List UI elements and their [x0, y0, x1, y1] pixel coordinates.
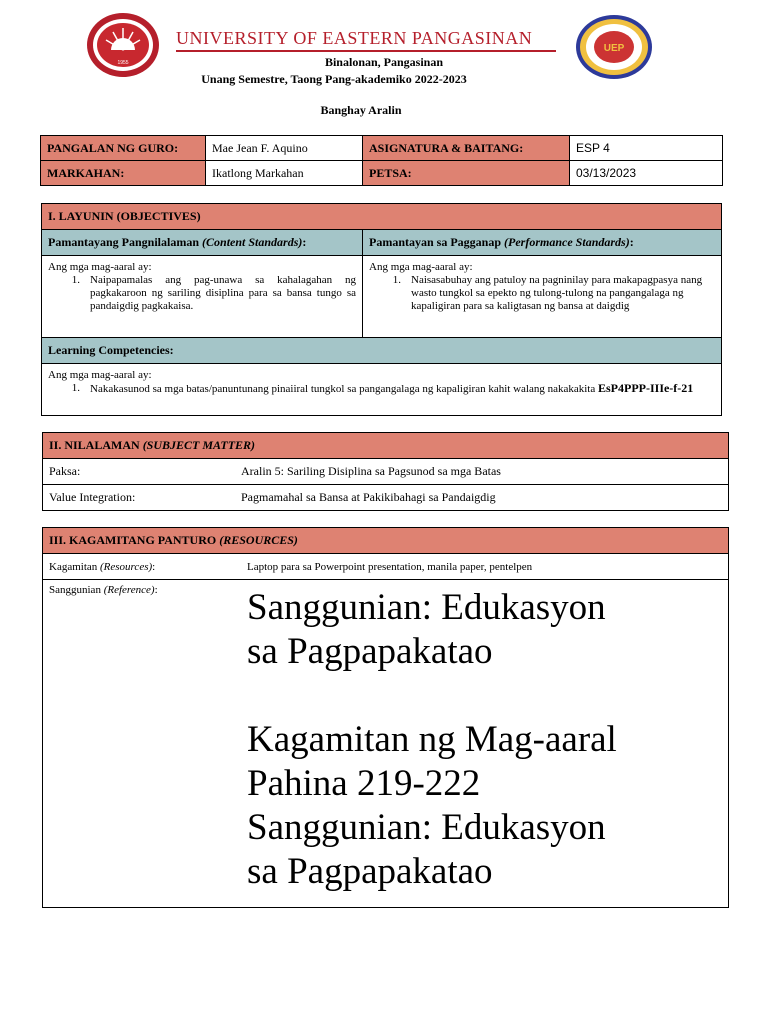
value-integration-value: Pagmamahal sa Bansa at Pakikibahagi sa Pandaigdig [235, 485, 729, 511]
asignatura-label: ASIGNATURA & BAITANG: [363, 136, 570, 161]
kagamitan-label: Kagamitan (Resources): [43, 554, 242, 580]
content-standard-text: Naipapamalas ang pag-unawa sa kahalagahan ng pagkakaroon ng sariling disiplina para sa bansa tungo sa pandaigdig pagkakaisa. [90, 274, 356, 312]
competency-code: EsP4PPP-IIIe-f-21 [597, 381, 694, 395]
reference-line: Sanggunian: Edukasyon [247, 807, 606, 848]
competencies-cell [42, 364, 722, 416]
reference-cell [241, 580, 729, 908]
right-logo-text: UEP [603, 43, 625, 54]
semester: Unang Semestre, Taong Pang-akademiko 2022-2023 [201, 72, 467, 86]
subject-matter-header: II. NILALAMAN (SUBJECT MATTER) [43, 433, 729, 459]
reference-line: Pahina 219-222 [247, 763, 481, 804]
content-standards-cell [42, 256, 363, 338]
markahan-label: MARKAHAN: [41, 161, 206, 186]
kagamitan-value: Laptop para sa Powerpoint presentation, manila paper, pentelpen [241, 554, 729, 580]
subject-matter-table [42, 432, 729, 511]
markahan-value: Ikatlong Markahan [206, 161, 363, 186]
sanggunian-label: Sanggunian (Reference): [43, 580, 242, 908]
right-logo [574, 14, 654, 80]
resources-table [42, 527, 729, 908]
performance-standards-cell [363, 256, 722, 338]
comp-intro: Ang mga mag-aaral ay: [48, 369, 152, 381]
objectives-table [41, 203, 722, 416]
petsa-value: 03/13/2023 [570, 161, 723, 186]
list-number: 1. [71, 382, 80, 394]
petsa-label: PETSA: [363, 161, 570, 186]
seal-year: 1955 [117, 60, 129, 66]
list-number: 1. [392, 274, 401, 286]
doc-title: Banghay Aralin [320, 103, 402, 117]
resources-header: III. KAGAMITANG PANTURO (RESOURCES) [43, 528, 729, 554]
reference-line: sa Pagpapakatao [247, 851, 493, 892]
list-item [369, 274, 715, 313]
paksa-label: Paksa: [43, 459, 236, 485]
info-table [40, 135, 723, 186]
header-underline [176, 50, 556, 52]
reference-line: Kagamitan ng Mag-aaral [247, 719, 617, 760]
competencies-header: Learning Competencies: [42, 338, 722, 364]
perf-intro: Ang mga mag-aaral ay: [369, 261, 473, 273]
performance-standards-header: Pamantayan sa Pagganap (Performance Standards): [363, 230, 722, 256]
college-seal-icon [574, 14, 654, 80]
value-integration-label: Value Integration: [43, 485, 236, 511]
reference-spacer [247, 674, 722, 718]
performance-standard-text: Naisasabuhay ang patuloy na pagninilay para makapagpasya nang wasto tungkol sa epekto ng tulong-tulong na pangangalaga ng kapaligiran para sa kaligtasan ng bansa at daigdig [411, 274, 703, 312]
competency-text: Nakakasunod sa mga batas/panuntunang pinaiiral tungkol sa pangangalaga ng kapaligiran kahit walang nakakakita EsP4PPP-IIIe-f-21 [90, 381, 694, 395]
paksa-value: Aralin 5: Sariling Disiplina sa Pagsunod sa mga Batas [235, 459, 729, 485]
content-standards-header: Pamantayang Pangnilalaman (Content Standards): [42, 230, 363, 256]
list-item [48, 382, 715, 396]
location: Binalonan, Pangasinan [324, 55, 444, 69]
objectives-header: I. LAYUNIN (OBJECTIVES) [42, 204, 722, 230]
guro-label: PANGALAN NG GURO: [41, 136, 206, 161]
list-item [48, 274, 356, 313]
reference-line: Sanggunian: Edukasyon [247, 587, 606, 628]
university-name: UNIVERSITY OF EASTERN PANGASINAN [176, 28, 533, 48]
list-number: 1. [71, 274, 80, 286]
asignatura-value: ESP 4 [570, 136, 723, 161]
guro-value: Mae Jean F. Aquino [206, 136, 363, 161]
reference-line: sa Pagpapakatao [247, 631, 493, 672]
content-intro: Ang mga mag-aaral ay: [48, 261, 152, 273]
